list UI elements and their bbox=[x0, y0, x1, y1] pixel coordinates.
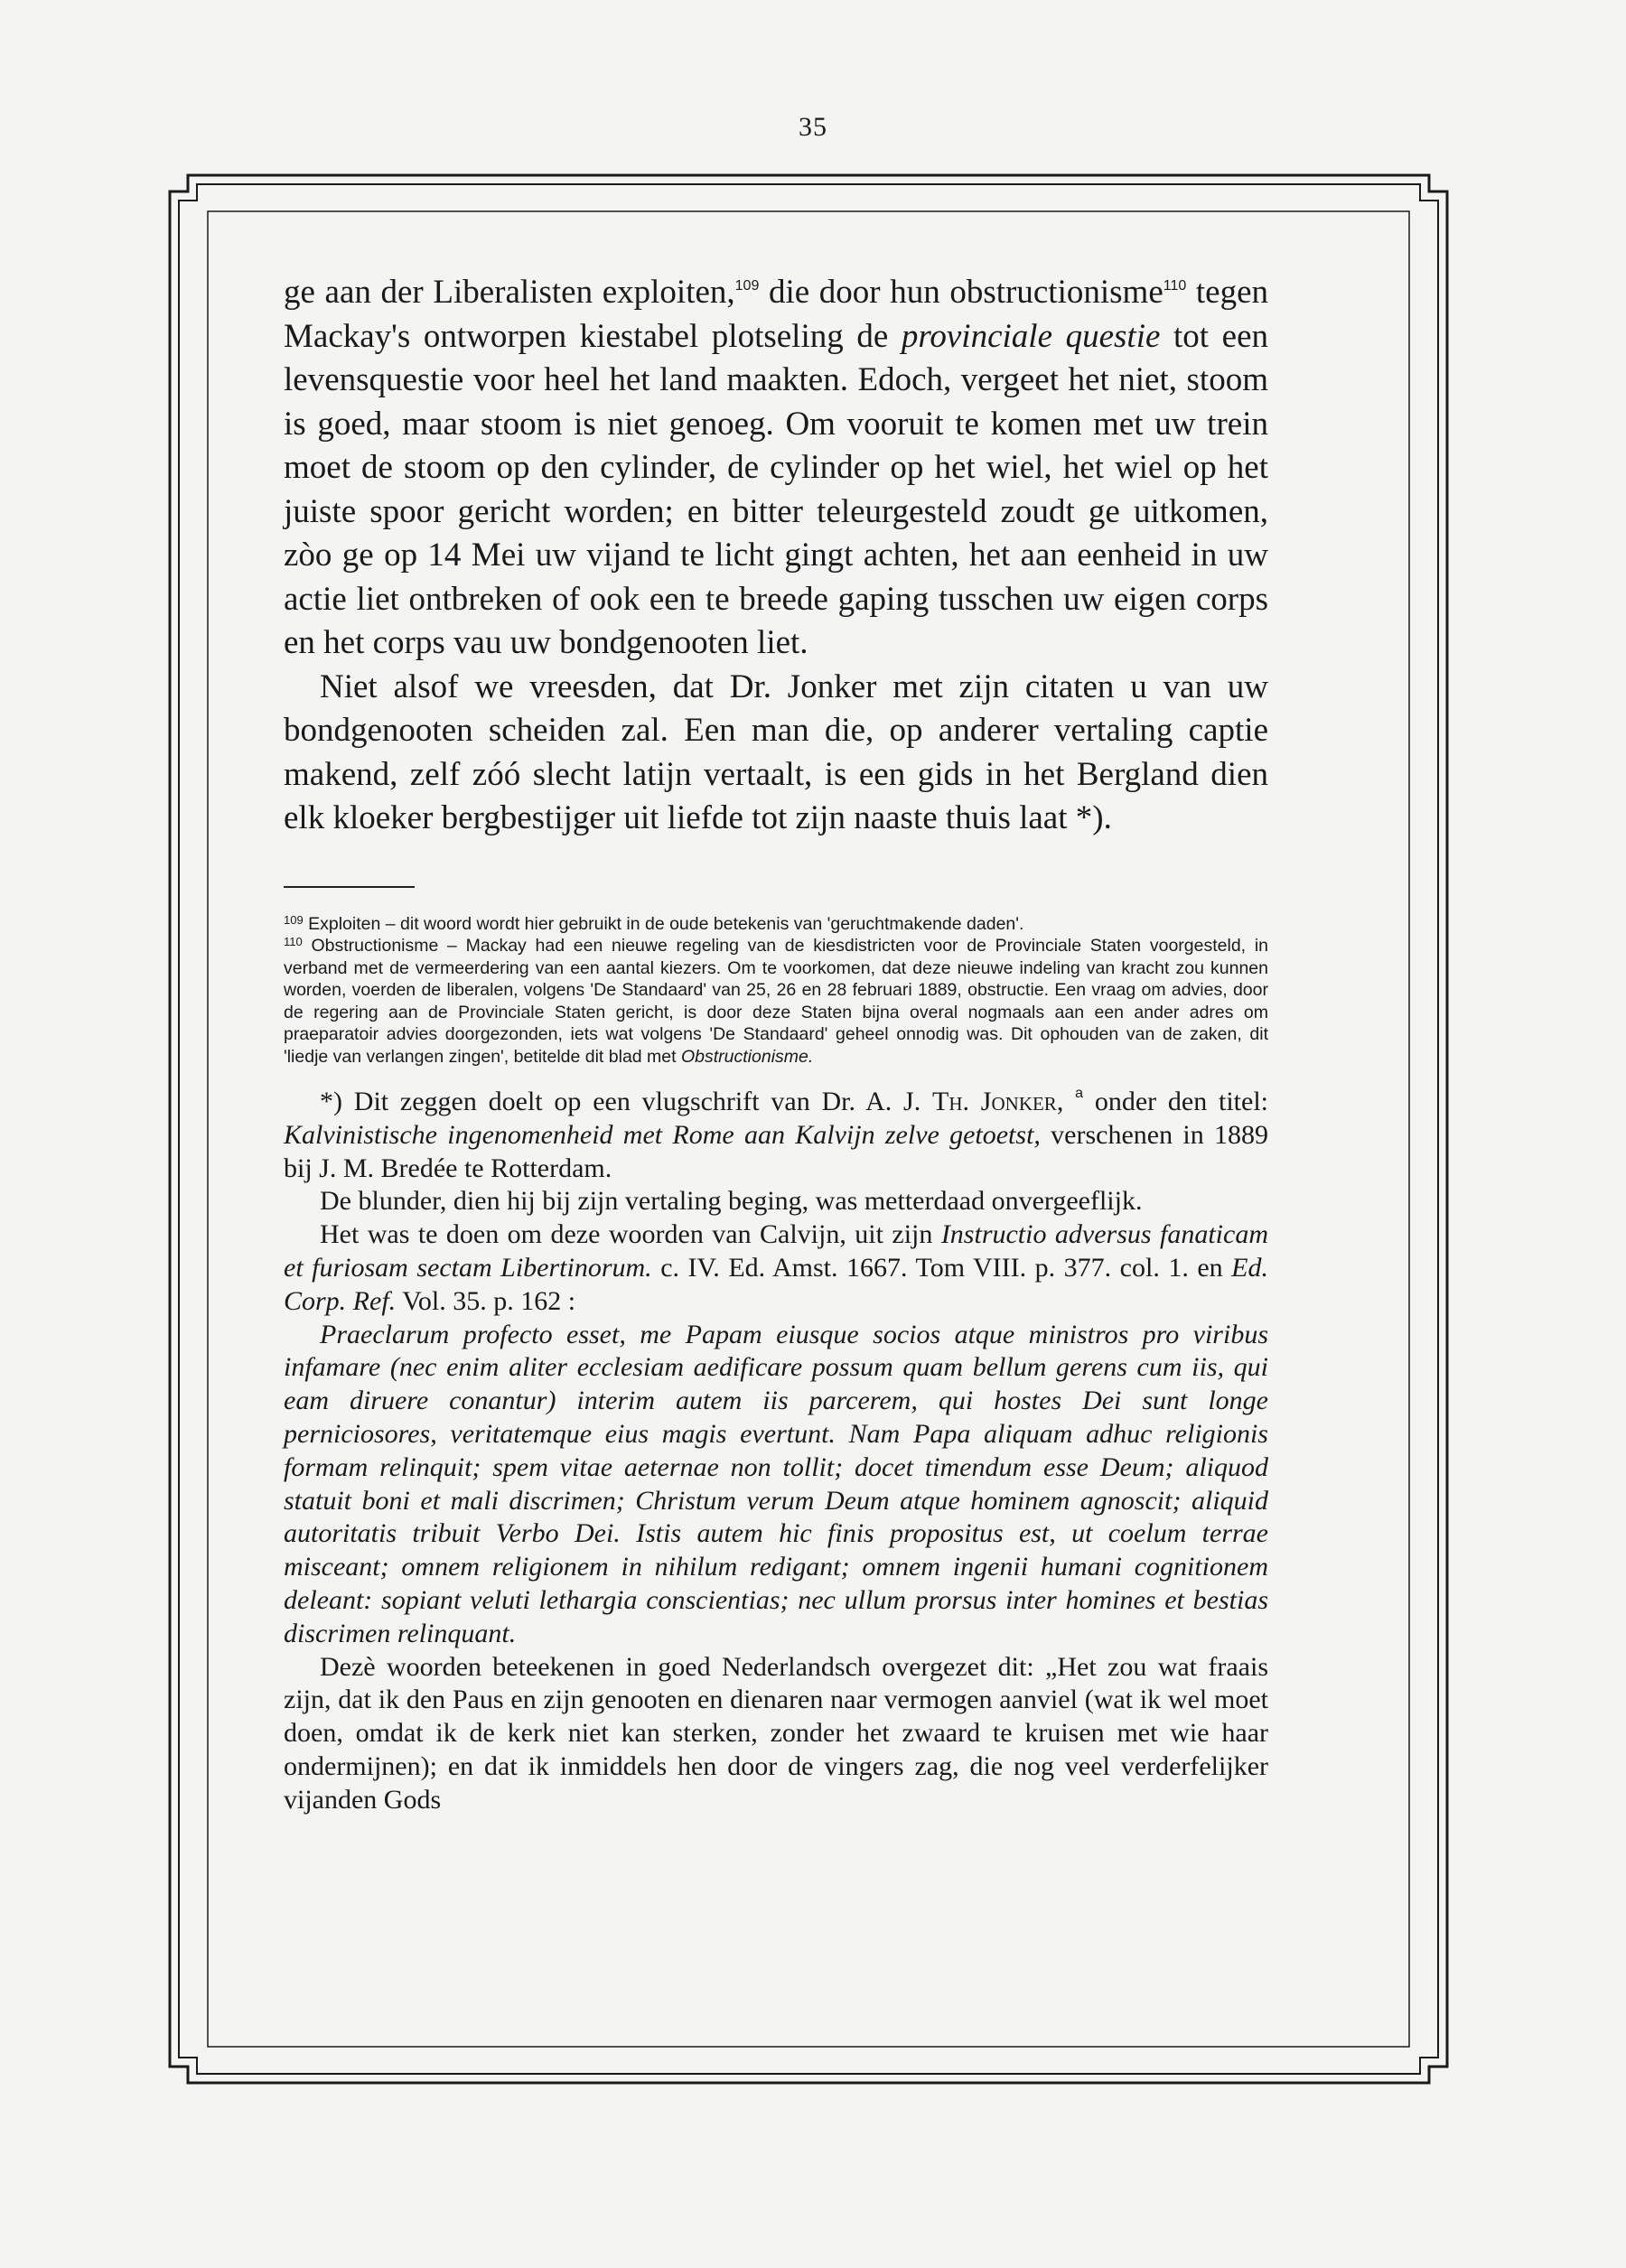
footnotes bbox=[284, 913, 1268, 1069]
text-run: onder den titel: bbox=[1083, 1087, 1269, 1116]
footnote-text: Obstructionisme – Mackay had een nieuwe regeling van de kiesdistricten voor de Provinciale Staten voorgesteld, in verband met de vermeerdering van een aantal kiezers. Om te voorkomen, dat deze nieuwe indeling van kracht zou kunnen worden, voerden de liberalen, volgens 'De Standaard' van 25, 26 en 28 februari 1889, obstructie. Een vraag om advies, door de regering aan de Provinciale Staten gericht, is door deze Staten bijna overal nogmaals aan een ander adres om praeparatoir advies doorgezonden, iets wat volgens 'De Standaard' geheel onnodig was. Dit ophouden van de zaken, dit 'liedje van verlangen zingen', betitelde dit blad met bbox=[284, 936, 1268, 1067]
note-paragraph-2: De blunder, dien hij bij zijn vertaling beging, was metterdaad onvergeeflijk. bbox=[320, 1186, 1143, 1217]
work-title: Instructio adversus fanaticam et furiosam sectam Libertinorum. bbox=[284, 1219, 1268, 1283]
asterisk-note bbox=[284, 1086, 1268, 1817]
text-run: verschenen in 1889 bij J. M. Bredée te Rotterdam. bbox=[284, 1119, 1268, 1183]
author-name: Th. Jonker, bbox=[932, 1087, 1064, 1116]
text-run: c. IV. Ed. Amst. 1667. Tom VIII. p. 377. col. 1. en bbox=[651, 1252, 1232, 1283]
text-run: Het was te doen om deze woorden van Calvijn, uit zijn bbox=[320, 1219, 941, 1250]
paragraph-2: Niet alsof we vreesden, dat Dr. Jonker met zijn citaten u van uw bondgenooten scheiden zal. Een man die, op anderer vertaling captie makend, zelf zóó slecht latijn vertaalt, is een gids in het Bergland dien elk kloeker bergbestijger uit liefde tot zijn naaste thuis laat *). bbox=[284, 667, 1268, 836]
italic-phrase: provinciale questie bbox=[901, 317, 1161, 355]
text-run: tegen Mackay's ontworpen kiestabel plotseling de bbox=[284, 274, 1269, 355]
footnote-ref-109: 109 bbox=[734, 278, 760, 294]
page-number: 35 bbox=[799, 112, 827, 142]
text-run: Vol. 35. p. 162 : bbox=[396, 1285, 576, 1316]
main-text bbox=[284, 271, 1268, 841]
pamphlet-title: Kalvinistische ingenomenheid met Rome aan Kalvijn zelve getoetst, bbox=[284, 1119, 1041, 1150]
page-content bbox=[284, 271, 1268, 1817]
text-run: die door hun obstructionisme bbox=[759, 274, 1163, 311]
edition-title: Ed. Corp. Ref. bbox=[284, 1252, 1268, 1316]
note-paragraph-3 bbox=[284, 1218, 1268, 1318]
text-run: ge aan der Liberalisten exploiten, bbox=[284, 274, 735, 311]
footnote-number: 110 bbox=[284, 935, 303, 948]
footnote-110 bbox=[284, 935, 1268, 1068]
footnote-ref-110: 110 bbox=[1163, 278, 1187, 294]
text-run: tot een levensquestie voor heel het land maakten. Edoch, vergeet het niet, stoom is goed, maar stoom is niet genoeg. Om vooruit te komen met uw trein moet de stoom op den cylinder, de cylinder op het wiel, het wiel op het juiste spoor gericht worden; en bitter teleurgesteld zoudt ge uitkomen, zòo ge op 14 Mei uw vijand te licht gingt achten, het aan eenheid in uw actie liet ontbreken of ook een te breede gaping tusschen uw eigen corps en het corps vau uw bondgenooten liet. bbox=[284, 317, 1269, 661]
note-ref: a bbox=[1075, 1086, 1084, 1101]
footnote-109 bbox=[284, 913, 1268, 936]
footnote-italic: Obstructionisme. bbox=[680, 1046, 814, 1067]
text-run: *) Dit zeggen doelt op een vlugschrift van Dr. A. J. bbox=[320, 1087, 933, 1116]
footnote-text: Exploiten – dit woord wordt hier gebruikt in de oude betekenis van 'geruchtmakende daden'. bbox=[303, 913, 1024, 934]
footnote-number: 109 bbox=[284, 912, 304, 927]
latin-quotation: Praeclarum profecto esset, me Papam eiusque socios atque ministros pro viribus infamare (nec enim aliter ecclesiam aedificare possum quam bellum gerens cum iis, qui eam diruere conantur) interim autem iis parcerem, qui hostes Dei sunt longe perniciosores, veritatemque eius magis evertunt. Nam Papa aliquam adhuc religionis formam relinquit; spem vitae aeternae non tollit; docet timendum esse Deum; aliquod statuit boni et mali discrimen; Christum verum Deum atque hominem agnoscit; aliquid autoritatis tribuit Verbo Dei. Istis autem hic finis propositus est, ut coelum terrae misceant; omnem religionem in nihilum redigant; omnem ingenii humani cognitionem deleant: sopiant veluti lethargia conscientias; nec ullum prorsus inter homines et bestias discrimen relinquant. bbox=[284, 1319, 1268, 1648]
note-paragraph-1 bbox=[284, 1086, 1268, 1185]
dutch-translation: Dezè woorden beteekenen in goed Nederlandsch overgezet dit: „Het zou wat fraais zijn, dat ik den Paus en zijn genooten en dienaren naar vermogen aanviel (wat ik wel moet doen, omdat ik de kerk niet kan sterken, zonder het zwaard te kruisen met wie haar ondermijnen); en dat ik inmiddels hen door de vingers zag, die nog veel verderfelijker vijanden Gods bbox=[284, 1651, 1268, 1815]
paragraph-1 bbox=[284, 271, 1268, 666]
footnote-divider bbox=[284, 886, 415, 888]
